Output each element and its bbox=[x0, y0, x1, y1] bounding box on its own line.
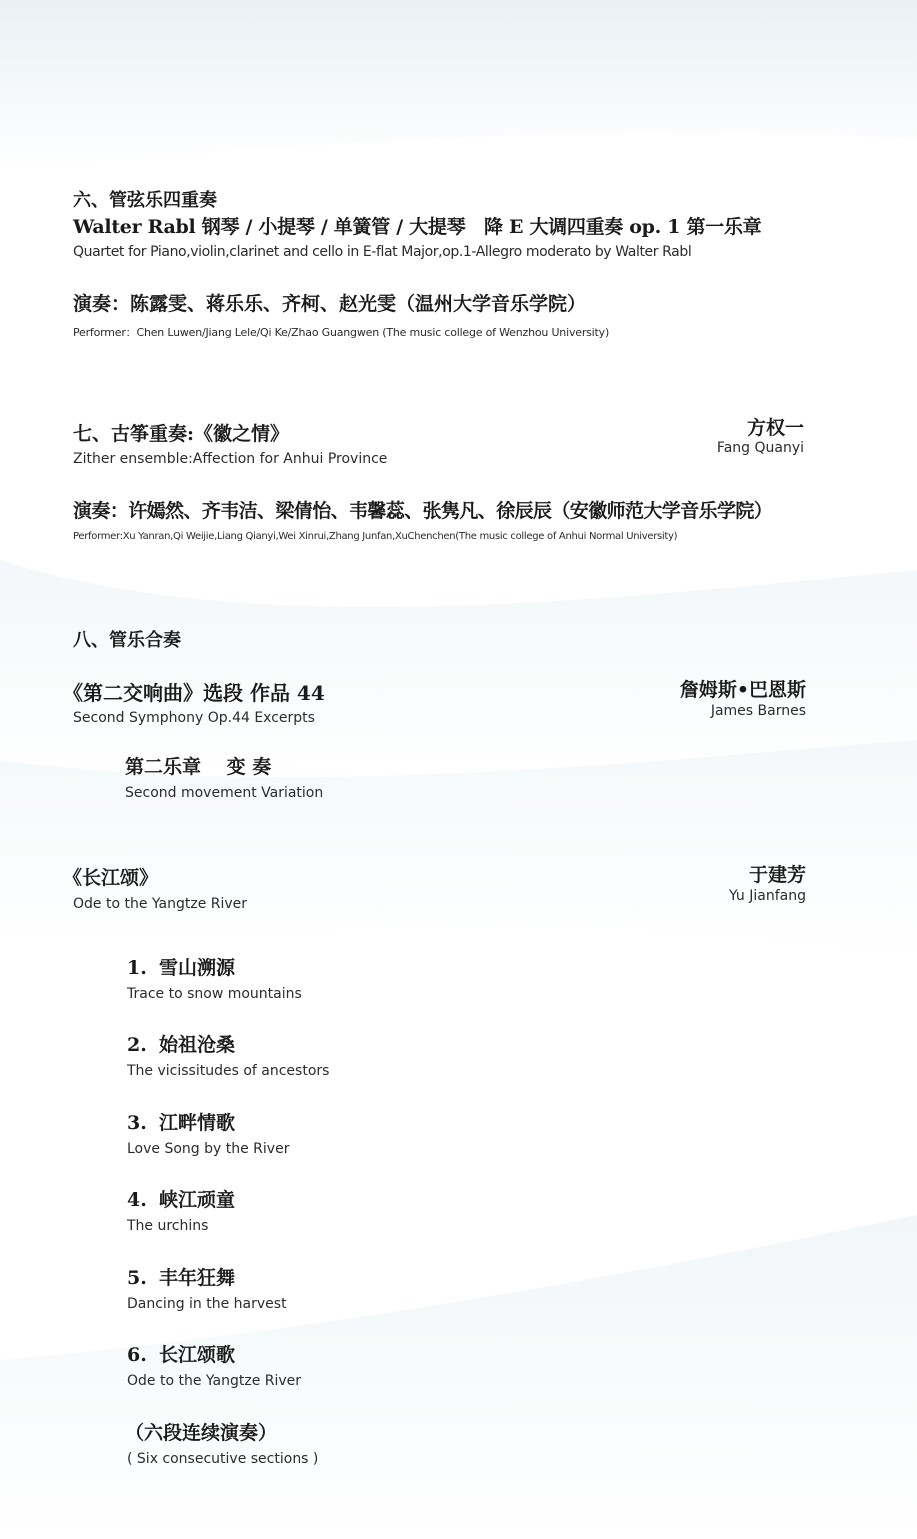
section-six-title-en: Quartet for Piano,violin,clarinet and cello in E-flat Major,op.1-Allegro moderato by Walter Rabl bbox=[73, 244, 692, 260]
list-item-en: The vicissitudes of ancestors bbox=[127, 1063, 330, 1079]
piece-one-composer-cn: 詹姆斯•巴恩斯 bbox=[679, 679, 806, 701]
list-item-title bbox=[127, 953, 235, 980]
list-item-number: 2. bbox=[127, 1034, 147, 1056]
list-item-cn: 长江颂歌 bbox=[159, 1344, 236, 1366]
list-item-cn: 丰年狂舞 bbox=[159, 1267, 236, 1289]
piece-two-title-en: Ode to the Yangtze River bbox=[73, 896, 248, 912]
list-item-en: The urchins bbox=[127, 1218, 209, 1234]
list-item-number: 3. bbox=[127, 1112, 147, 1134]
list-item-cn: 江畔情歌 bbox=[159, 1112, 236, 1134]
movement-title-en: Second movement Variation bbox=[125, 785, 324, 801]
piece-one-title-en: Second Symphony Op.44 Excerpts bbox=[73, 710, 315, 726]
list-item-number: 6. bbox=[127, 1344, 147, 1366]
list-item-cn: 始祖沧桑 bbox=[159, 1034, 236, 1056]
piece-two-composer-cn: 于建芳 bbox=[748, 864, 806, 886]
list-item-en: Dancing in the harvest bbox=[127, 1296, 287, 1312]
section-seven-composer-cn: 方权一 bbox=[746, 417, 804, 439]
list-item-en: Trace to snow mountains bbox=[127, 986, 302, 1002]
section-seven-composer-en: Fang Quanyi bbox=[716, 440, 804, 456]
list-item-title bbox=[127, 1340, 235, 1367]
piece-two-composer-en: Yu Jianfang bbox=[728, 888, 806, 904]
list-item-cn: 雪山溯源 bbox=[159, 957, 236, 979]
section-six-performer-en: Performer：Chen Luwen/Jiang Lele/Qi Ke/Zhao Guangwen (The music college of Wenzhou University) bbox=[73, 326, 610, 339]
list-item-en: Ode to the Yangtze River bbox=[127, 1373, 302, 1389]
continuous-note-cn: （六段连续演奏） bbox=[125, 1422, 278, 1444]
list-item-title bbox=[127, 1185, 235, 1212]
list-item-title bbox=[127, 1263, 235, 1290]
section-seven-title-en: Zither ensemble:Affection for Anhui Province bbox=[73, 451, 388, 467]
list-item-number: 5. bbox=[127, 1267, 147, 1289]
list-item-title bbox=[127, 1030, 235, 1057]
section-eight-heading: 八、管乐合奏 bbox=[73, 630, 181, 651]
section-seven-title-cn: 七、古筝重奏:《徽之情》 bbox=[73, 423, 290, 445]
list-item-cn: 峡江顽童 bbox=[159, 1189, 236, 1211]
piece-one-title-cn: 《第二交响曲》选段 作品 44 bbox=[63, 681, 325, 705]
section-six-performer-cn: 演奏：陈露雯、蒋乐乐、齐柯、赵光雯（温州大学音乐学院） bbox=[73, 293, 587, 315]
piece-two-title-cn: 《长江颂》 bbox=[63, 867, 159, 889]
piece-one-composer-en: James Barnes bbox=[710, 703, 806, 719]
section-seven-performer-en: Performer:Xu Yanran,Qi Weijie,Liang Qianyi,Wei Xinrui,Zhang Junfan,XuChenchen(The music college of Anhui Normal University) bbox=[73, 531, 678, 542]
movement-title-cn: 第二乐章 变 奏 bbox=[125, 756, 272, 778]
list-item-number: 1. bbox=[127, 957, 147, 979]
list-item-number: 4. bbox=[127, 1189, 147, 1211]
continuous-note-en: ( Six consecutive sections ) bbox=[127, 1451, 319, 1467]
section-six-heading: 六、管弦乐四重奏 bbox=[73, 190, 217, 211]
list-item-title bbox=[127, 1108, 235, 1135]
section-seven-performer-cn: 演奏：许嫣然、齐韦洁、梁倩怡、韦馨蕊、张隽凡、徐辰辰（安徽师范大学音乐学院） bbox=[73, 500, 773, 522]
list-item-en: Love Song by the River bbox=[127, 1141, 290, 1157]
section-six-title-cn: Walter Rabl 钢琴 / 小提琴 / 单簧管 / 大提琴 降 E 大调四重奏 op. 1 第一乐章 bbox=[73, 216, 762, 238]
